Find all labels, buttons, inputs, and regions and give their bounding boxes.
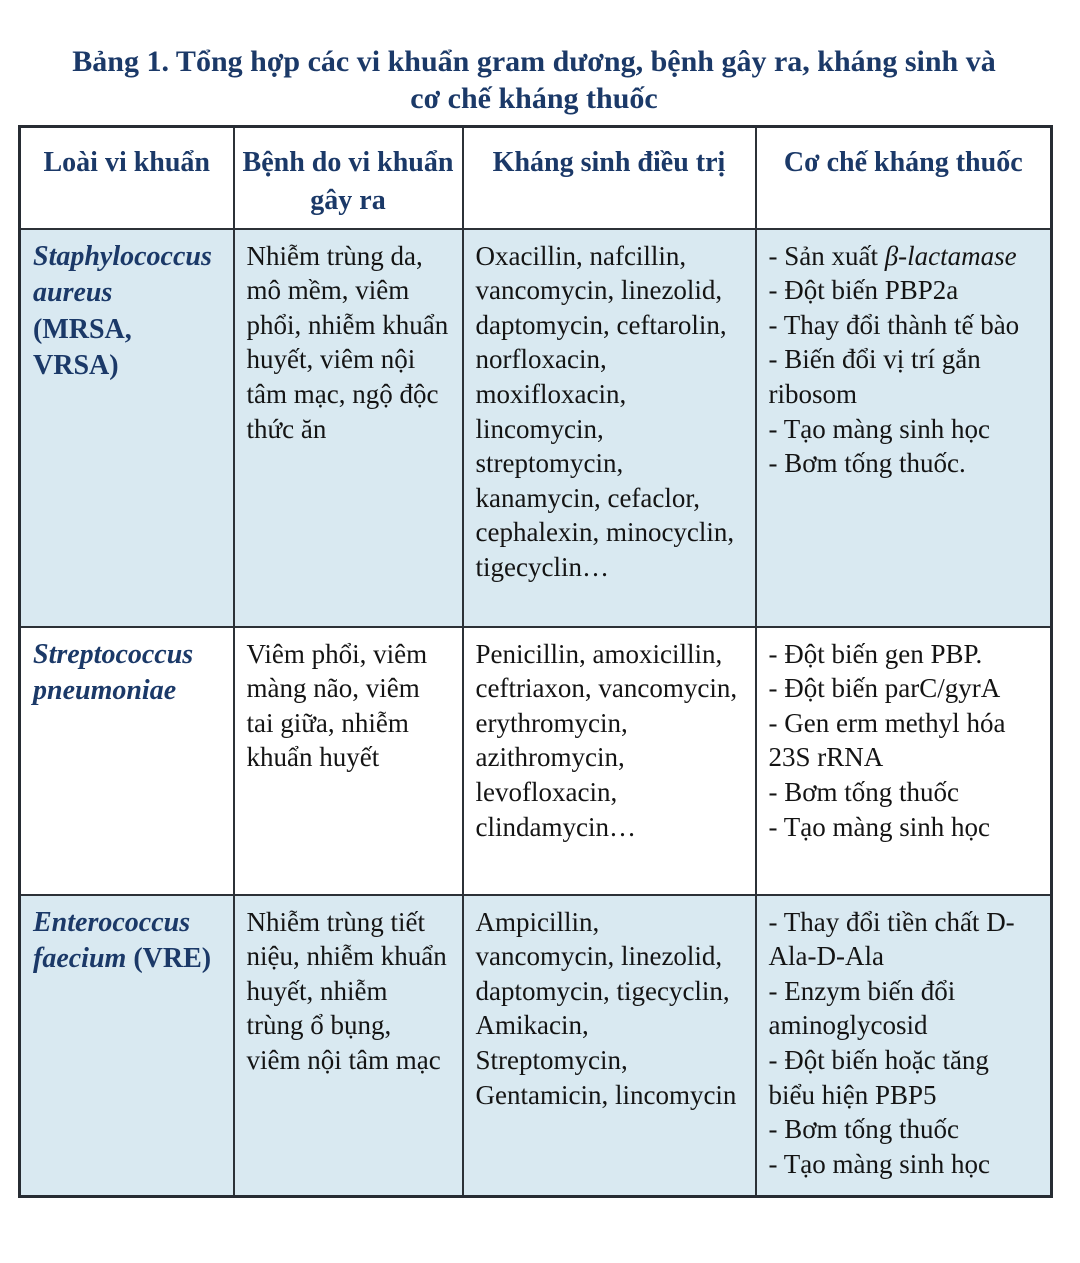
species-name: Streptococcus pneumoniae: [33, 638, 194, 707]
mechanism-item: - Biến đổi vị trí gắn ribosom: [768, 344, 981, 409]
mechanism-item: - Thay đổi tiền chất D-Ala-D-Ala: [768, 906, 1015, 972]
table-caption-line-1: Bảng 1. Tổng hợp các vi khuẩn gram dương, bệnh gây ra, kháng sinh và: [72, 45, 996, 78]
resistance-cell: [756, 627, 1052, 895]
diseases-cell: Nhiễm trùng da, mô mềm, viêm phổi, nhiễm khuẩn huyết, viêm nội tâm mạc, ngộ độc thức ăn: [234, 229, 463, 627]
species-strain-label: (VRE): [133, 943, 212, 975]
mechanism-item: - Sản xuất β-lactamase: [768, 240, 1017, 271]
mechanism-item: - Bơm tống thuốc.: [768, 448, 966, 479]
table-row-enterococcus: [20, 895, 1052, 1197]
species-cell: [20, 229, 234, 627]
header-row: [20, 127, 1052, 229]
species-cell: [20, 627, 234, 895]
table-row-streptococcus: [20, 627, 1052, 895]
table-caption-line-2: cơ chế kháng thuốc: [410, 81, 658, 115]
mechanism-item: - Đột biến hoặc tăng biểu hiện PBP5: [768, 1044, 989, 1110]
mechanism-item: - Bơm tống thuốc: [768, 1114, 960, 1145]
species-name: Enterococcus faecium (VRE): [33, 906, 212, 975]
mechanism-item: - Thay đổi thành tế bào: [768, 309, 1020, 340]
column-header-resistance: Cơ chế kháng thuốc: [756, 127, 1052, 229]
beta-lactamase-term: β-lactamase: [884, 240, 1017, 271]
mechanism-item: - Đột biến gen PBP.: [768, 638, 983, 669]
species-cell: [20, 895, 234, 1197]
bacteria-summary-table: [18, 125, 1053, 1198]
antibiotics-cell: Oxacillin, nafcillin, vancomycin, linezolid, daptomycin, ceftarolin, norfloxacin, moxifloxacin, lincomycin, streptomycin, kanamycin, cefaclor, cephalexin, minocyclin, tigecyclin…: [463, 229, 756, 627]
species-name: Staphylococcus aureus: [33, 240, 212, 309]
diseases-cell: Viêm phổi, viêm màng não, viêm tai giữa, nhiễm khuẩn huyết: [234, 627, 463, 895]
mechanism-item: - Tạo màng sinh học: [768, 1148, 990, 1179]
mechanism-item: - Đột biến PBP2a: [768, 275, 959, 306]
mechanism-item: - Bơm tống thuốc: [768, 776, 960, 807]
column-header-species: Loài vi khuẩn: [20, 127, 234, 229]
resistance-cell: [756, 895, 1052, 1197]
mechanism-item: - Tạo màng sinh học: [768, 811, 990, 842]
mechanism-item: - Tạo màng sinh học: [768, 413, 990, 444]
resistance-cell: [756, 229, 1052, 627]
mechanism-item: - Enzym biến đổi aminoglycosid: [768, 975, 956, 1041]
column-header-antibiotics: Kháng sinh điều trị: [463, 127, 756, 229]
column-header-diseases: Bệnh do vi khuẩn gây ra: [234, 127, 463, 229]
diseases-cell: Nhiễm trùng tiết niệu, nhiễm khuẩn huyết, nhiễm trùng ổ bụng, viêm nội tâm mạc: [234, 895, 463, 1197]
antibiotics-cell: Ampicillin, vancomycin, linezolid, daptomycin, tigecyclin, Amikacin, Streptomycin, Gentamicin, lincomycin: [463, 895, 756, 1197]
antibiotics-cell: Penicillin, amoxicillin, ceftriaxon, vancomycin, erythromycin, azithromycin, levofloxacin, clindamycin…: [463, 627, 756, 895]
mechanism-item: - Gen erm methyl hóa 23S rRNA: [768, 707, 1006, 773]
table-caption: [18, 44, 1050, 117]
mechanism-item: - Đột biến parC/gyrA: [768, 673, 1001, 704]
table-row-staphylococcus: [20, 229, 1052, 627]
species-strain-label: (MRSA, VRSA): [33, 313, 132, 381]
